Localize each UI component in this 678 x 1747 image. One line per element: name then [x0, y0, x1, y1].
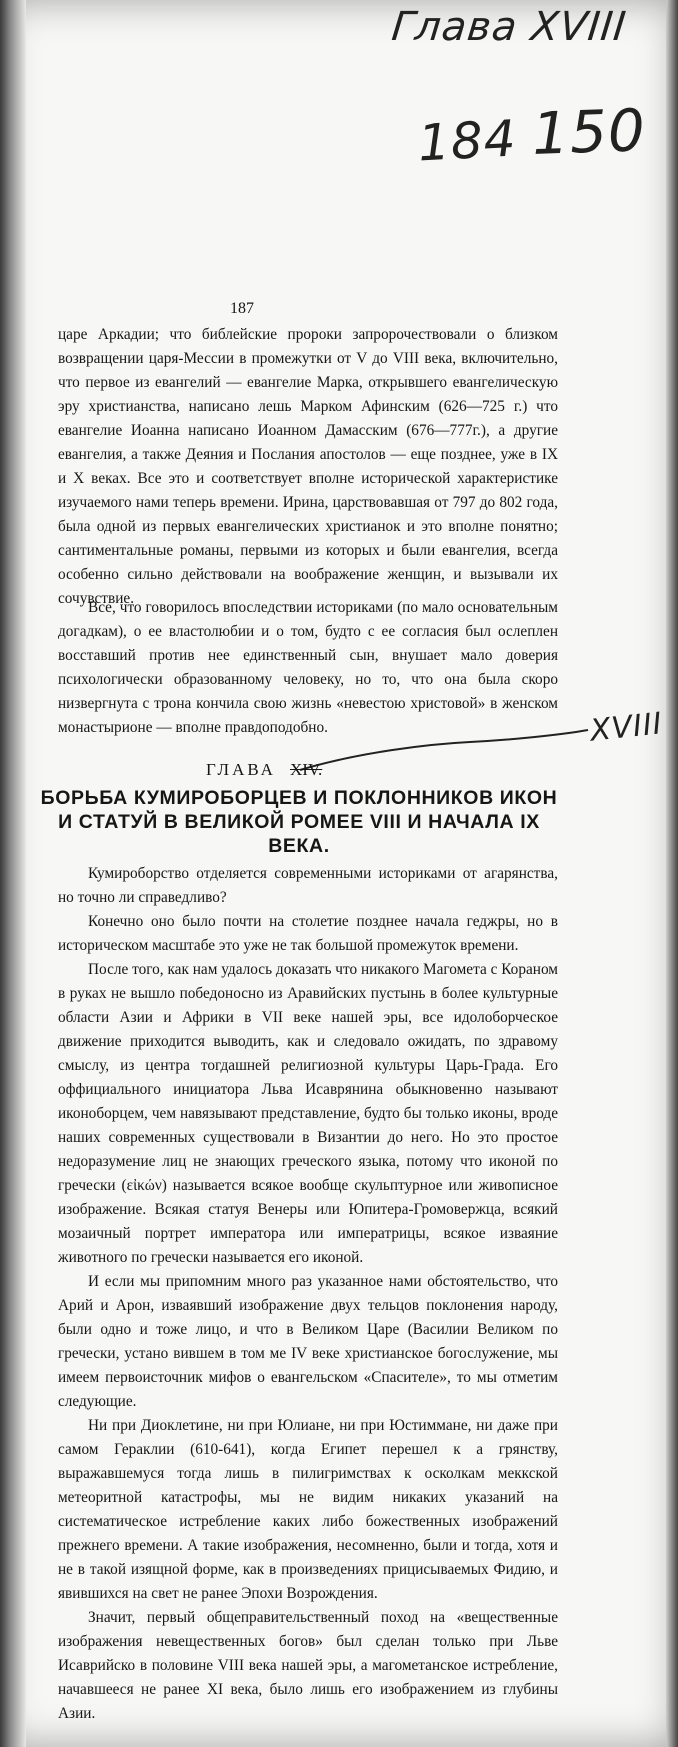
paragraph: И если мы припомним много раз указанное нами обстоятельство, что Арий и Арон, изваявший изображение двух тельцов поклонения народу, были одно и тоже лицо, и что в Великом Царе (Василии Великом по гречески, устано вившем в том ме IV веке христианское богослужение, мы имеем первоисточник мифов о евангельском «Спасителе», то мы отметим следующие. — [58, 1273, 558, 1410]
paragraph: Кумироборство отделяется современными историками от агарянства, но точно ли справедливо? — [58, 865, 558, 906]
paragraph: царе Аркадии; что библейские пророки запророчествовали о близком возвращении царя-Мессии в промежутки от V до VIII века, включительно, что первое из евангелий — евангелие Марка, открывшего евангелическую эру христианства, написано лешь Марком Афинским (626—725 г.) что евангелие Иоанна написано Иоанном Дамасским (676—777г.), а другие евангелия, а также Деяния и Послания апостолов — еще позднее, уже в IX и X веках. Все это и соответствует вполне исторической характеристике изучаемого нами теперь времени. Ирина, царствовавшая от 797 до 802 года, была одной из первых евангелических христианок и это вполне понятно; сантиментальные романы, первыми из которых и были евангелия, всегда особенно сильно действовали на воображение женщин, и вызывали их сочувствие. — [58, 326, 558, 607]
handwritten-margin-roman: XVIII — [588, 706, 665, 749]
text-block-top-2 — [58, 596, 558, 740]
handwritten-number-right: 150 — [530, 96, 647, 168]
paragraph: Все, что говорилось впоследствии историками (по мало основательным догадкам), о ее властолюбии и о том, будто с ее согласия был ослеплен восставший против нее единственный сын, внушает мало доверия психологически образованному человеку, но то, что она была скоро низвергнута с трона кончила свою жизнь «невестою христовой» в женском монастырионе — вполне правдоподобно. — [58, 599, 558, 736]
page-number: 187 — [230, 300, 254, 317]
text-block-main — [58, 862, 558, 1726]
paragraph: Ни при Диоклетине, ни при Юлиане, ни при Юстиммане, ни даже при самом Гераклии (610-641), когда Египет перешел к а грянству, выражавшемуся тогда лишь в пилигримствах к осколкам меккской метеоритной катастрофы, мы не видим никаких указаний на систематическое истребление каких либо божественных изображений прежнего времени. А такие изображения, несомненно, были и тогда, хотя и не в такой изящной форме, как в произведениях прицисываемых Фидию, и явившихся на свет не ранее Эпохи Возрождения. — [58, 1417, 558, 1602]
handwritten-number-left: 184 — [416, 109, 518, 173]
paragraph: После того, как нам удалось доказать что никакого Магомета с Кораном в руках не вышло победоносно из Аравийских пустынь в более культурные области Азии и Африки в VII веке нашей эры, все идолоборческое движение приходится выводить, как и следовало ожидать, по здравому смыслу, из центра тогдашней религиозной культуры Царь-Града. Его оффициального инициатора Льва Исаврянина обыкновенно называют иконоборцем, чем навязывают представление, будто бы только иконы, вроде наших современных существовали в Византии до него. Но это простое недоразумение лиц не знающих греческого языка, потому что иконой по гречески (εἰκών) называется всякое вообще скульптурное или живописное изображение. Всякая статуя Венеры или Юпитера-Громовержца, всякий мозаичный портрет императора или императрицы, всякое изваяние животного по гречески называется его иконой. — [58, 961, 558, 1266]
text-block-top — [58, 323, 558, 611]
chapter-label: ГЛАВА — [206, 760, 276, 779]
paragraph: Конечно оно было почти на столетие позднее начала геджры, но в историческом масштабе это уже не так большой промежуток времени. — [58, 913, 558, 954]
handwritten-chapter-note: Глава XVIII — [389, 4, 629, 50]
chapter-title: БОРЬБА КУМИРОБОРЦЕВ И ПОКЛОННИКОВ ИКОН И СТАТУЙ В ВЕЛИКОЙ РОМЕЕ VIII И НАЧАЛА IX ВЕКА. — [40, 787, 558, 857]
chapter-number: XIV. — [290, 760, 323, 779]
paragraph: Значит, первый общеправительственный поход на «вещественные изображения невещественных богов» был сделан только при Льве Исаврийско в половине VIII века нашей эры, а магометанское истребление, начавшееся не ранее XI века, было лишь его изображением из глубины Азии. — [58, 1609, 558, 1722]
